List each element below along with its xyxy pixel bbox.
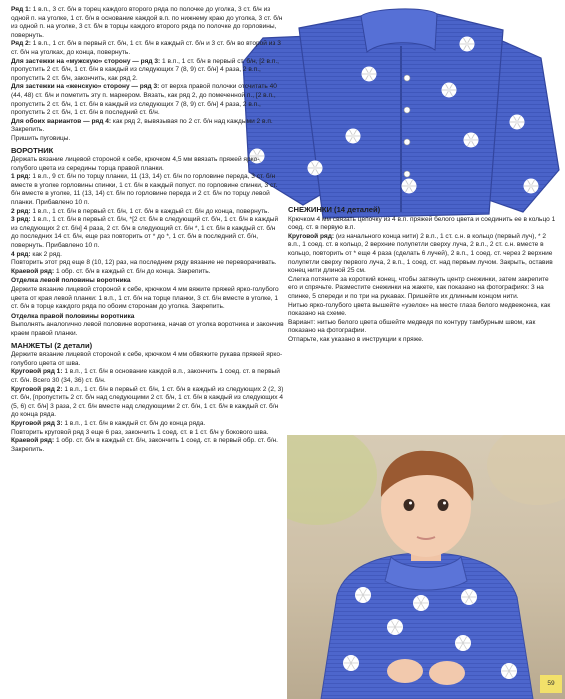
row-label: 3 ряд: bbox=[11, 216, 31, 224]
cuff-repeat: Повторить круговой ряд 3 еще 6 раз, закончить 1 соед. ст. в 1 ст. б/н у бокового шва. bbox=[11, 428, 269, 436]
collar-row-2 bbox=[11, 208, 284, 217]
row-text: 1 в.п., 3 ст. б/н в торец каждого второго ряда по полочке до уголка, 3 ст. б/н из одной п. на уголке, 1 ст. б/н в основание каждой в.п. по нижнему краю до уголка, 3 ст. б/н из одной п. на уголке, 3 ст. б/н в торцы каждого второго ряда по полочке до горловины, повернуть. bbox=[11, 6, 283, 39]
cuffs-intro: Держите вязание лицевой стороной к себе, крючком 4 мм обвяжите рукава пряжей ярко-голубого цвета от шва. bbox=[11, 351, 283, 367]
cuff-row-3 bbox=[11, 420, 284, 429]
embroidery-note: Нитью ярко-голубого цвета вышейте «узелок» на месте глаза белого медвежонка, как показано на схеме. bbox=[288, 301, 551, 318]
collar-left-text: Держите вязание лицевой стороной к себе, крючком 4 мм вяжите пряжей ярко-голубого цвета от края левой планки: 1 в.п., 1 ст. б/н на торце планки, 3 ст. б/н вместе в уголке, 1 ст. б/н в торце каждого ряда по обоим сторонам до уголка. Закрепить. bbox=[11, 286, 279, 311]
collar-repeat: Повторить этот ряд еще 8 (10, 12) раз, на последнем ряду вязание не переворачивать. bbox=[11, 259, 277, 267]
collar-edge-row bbox=[11, 268, 284, 277]
row-text: 1 в.п., 1 ст. б/н в первый ст. б/н, 1 ст. б/н в каждый ст. б/н до конца, повернуть. bbox=[30, 207, 270, 215]
row-label: Круговой ряд 3: bbox=[11, 419, 63, 427]
row-label: Для застежки на «мужскую» сторону — ряд 3: bbox=[11, 57, 161, 65]
row-text: 1 в.п., 9 ст. б/н по торцу планки, 11 (13, 14) ст. б/н по горловине переда, 3 ст. б/н вместе в уголке горловины спинки, 1 ст. б/н в каждый попуст. по горловине спинки, 3 ст. б/н вместе в уголке, 11 (13, 14) ст. б/н по горловине переда и 2 ст. б/н по торцу левой планки. Прибавлено 10 п. bbox=[11, 173, 278, 207]
female-fastener bbox=[11, 83, 284, 117]
row-label: Круговой ряд 1: bbox=[11, 368, 63, 376]
row-text: 1 в.п., 1 ст. б/н в каждый ст. б/н до конца ряда. bbox=[62, 419, 206, 427]
row-text: 1 обр. ст. б/н в каждый ст. б/н до конца. Закрепить. bbox=[54, 267, 211, 275]
collar-intro: Держать вязание лицевой стороной к себе, крючком 4,5 мм ввязать пряжей ярко-голубого цвета из середины торца правой планки. bbox=[11, 156, 260, 172]
snowflake-round-row bbox=[288, 233, 556, 276]
row-label: 1 ряд: bbox=[11, 173, 31, 181]
snowflake-instructions: Слегка потяните за короткий конец, чтобы затянуть центр снежинки, затем закрепите его и спрячьте. Разместите снежинки на жакете, как показано на фотографиях: 3 на спинке, 5 спереди и по три на рукавах. Пришейте их длинным концом нити. bbox=[288, 275, 549, 300]
row-label: Краевой ряд: bbox=[11, 267, 55, 275]
cuff-row-2 bbox=[11, 386, 284, 420]
row-text: 1 обр. ст. б/н в каждый ст. б/н, закончить 1 соед. ст. в первый обр. ст. б/н. Закрепить. bbox=[11, 437, 278, 453]
buttons-note: Пришить пуговицы. bbox=[11, 134, 71, 142]
snowflakes-heading: СНЕЖИНКИ (14 деталей) bbox=[288, 205, 381, 214]
collar-left-heading: Отделка левой половины воротника bbox=[11, 277, 131, 285]
row-label: Краевой ряд: bbox=[11, 437, 55, 445]
row-text: как 2 ряд. bbox=[30, 250, 62, 258]
row-text: 1 в.п., 1 ст. б/н в первый ст. б/н, [2 в.п., пропустить 2 ст. б/н, 1 ст. б/н в каждый из следующих 7 (8, 9) ст. б/н] 4 раза, 2 в.п., пропустить 2 ст. б/н, закончить, как ряд 2. bbox=[11, 57, 279, 82]
collar-row-4 bbox=[11, 251, 284, 260]
row-label: 4 ряд: bbox=[11, 250, 31, 258]
row-text: 1 в.п., 1 ст. б/н в первый ст. б/н, 1 ст. б/н в каждый ст. б/н и 3 ст. б/н во второй из 3 ст. б/н на уголках, до конца, повернуть. bbox=[11, 40, 281, 56]
collar-right-heading: Отделка правой половины воротника bbox=[11, 312, 135, 320]
collar-row-3 bbox=[11, 216, 284, 250]
left-column bbox=[11, 6, 284, 454]
row-text: от верха правой полочки отсчитать 40 (44, 48) ст. б/н и пометить эту п. маркером. Вязать, как ряд 2, до помеченной п., [2 в.п., пропустить 2 ст. б/н, 1 ст. б/н в каждый из следующих 7 (8, 9) ст. б/н] 4 раза, 2 в.п., пропустить 2 ст. б/н, 1 ст. б/н в последний ст. б/н. bbox=[11, 83, 277, 117]
cuffs-heading: МАНЖЕТЫ (2 детали) bbox=[11, 340, 93, 350]
steam-note: Отпарьте, как указано в инструкции к пряже. bbox=[288, 335, 424, 343]
cuff-edge-row bbox=[11, 437, 284, 454]
row-label: Круговой ряд 2: bbox=[11, 385, 63, 393]
row-text: 1 в.п., 1 ст. б/н в основание каждой в.п., закончить 1 соед. ст. в первый ст. б/н. Всего 30 (34, 36) ст. б/н. bbox=[11, 368, 280, 384]
jacket-photo bbox=[241, 0, 565, 228]
collar-heading: ВОРОТНИК bbox=[11, 145, 54, 155]
child-photo bbox=[287, 435, 565, 699]
row-2 bbox=[11, 40, 284, 57]
row-label: 2 ряд: bbox=[11, 207, 31, 215]
row-label: Для обоих вариантов — ряд 4: bbox=[11, 117, 112, 125]
page-number: 59 bbox=[540, 675, 562, 693]
row-label: Для застежки на «женскую» сторону — ряд 3: bbox=[11, 83, 160, 91]
row-label: Круговой ряд: bbox=[288, 232, 335, 240]
collar-row-1 bbox=[11, 173, 284, 207]
row-1 bbox=[11, 6, 284, 40]
snowflakes-intro: Крючком 4 мм связать цепочку из 4 в.п. пряжей белого цвета и соединить ее в кольцо 1 соед. ст. в первую в.п. bbox=[288, 215, 556, 232]
row-text: как ряд 2, вывязывая по 2 ст. б/н над каждыми 2 в.п. Закрепить. bbox=[11, 117, 273, 134]
row-text: 1 в.п., 1 ст. б/н в первый ст. б/н, 1 ст. б/н в каждый из следующих 2 (2, 3) ст. б/н, [пропустить 2 ст. б/н над следующими 2 ст. б/н, 1 ст. б/н в каждый из следующих 4 (5, 6) ст. б/н] 3 раза, 2 ст. б/н вместе над следующими 2 ст. б/н, 1 ст. б/н в каждый ст. б/н до конца ряда. bbox=[11, 385, 284, 419]
row-label: Ряд 1: bbox=[11, 6, 31, 13]
row-text: 1 в.п., 1 ст. б/н в первый ст. б/н, *[2 ст. б/н в следующий ст. б/н, 1 ст. б/н в каждый из следующих 2 ст. б/н] 4 раза, 2 ст. б/н в следующий ст. б/н *, 1 ст. б/н в каждый ст. б/н до последних 14 ст. б/н, еще раз повторить от * до *, 1 ст. б/н в последний ст. б/н, повернуть. Прибавлено 10 п. bbox=[11, 216, 279, 250]
both-variants bbox=[11, 118, 284, 135]
variant-note: Вариант: нитью белого цвета обшейте медведя по контуру тамбурным швом, как показано на фотографии. bbox=[288, 318, 536, 335]
collar-right-text: Выполнять аналогично левой половине воротника, начав от уголка воротника и закончив краем правой планки. bbox=[11, 321, 284, 337]
right-column bbox=[288, 203, 556, 345]
row-label: Ряд 2: bbox=[11, 40, 31, 48]
cuff-row-1 bbox=[11, 368, 284, 385]
male-fastener bbox=[11, 58, 284, 84]
row-text: (из начального конца нити) 2 в.п., 1 ст. с.н. в кольцо (первый луч), * 2 в.п., 1 соед. ст. в кольцо, 2 верхние полупетли сверху луча, 2 в.п., 2 ст. с.н. вместе в кольцо, повторить от * еще 4 раза (сделать 6 лучей), 2 в.п., 1 соед. ст. через 2 верхние полупетли сверху первого луча, 2 в.п., 1 соед. ст. над первым лучом. Закрыть, оставив конец нити длиной 25 см. bbox=[288, 232, 553, 275]
